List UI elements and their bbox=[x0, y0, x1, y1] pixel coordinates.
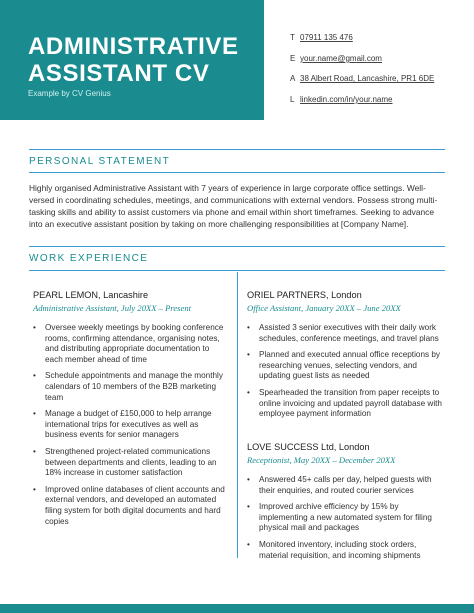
statement-top-rule bbox=[29, 149, 445, 150]
job-bullets bbox=[33, 323, 229, 527]
bullet-icon: • bbox=[33, 484, 36, 494]
list-item: • Improved archive efficiency by 15% by implementing a new automated system for filing physical mail and packages bbox=[247, 502, 432, 533]
personal-statement-heading: PERSONAL STATEMENT bbox=[29, 156, 171, 167]
bullet-icon: • bbox=[247, 323, 250, 332]
phone-letter: T bbox=[290, 33, 295, 42]
list-item: • Planned and executed annual office receptions by researching venues, selecting vendors, and updating guest lists as needed bbox=[247, 350, 441, 381]
bullet-icon: • bbox=[33, 323, 36, 332]
cv-title-line-1: ADMINISTRATIVE bbox=[28, 33, 239, 60]
contact-phone[interactable] bbox=[290, 33, 353, 42]
bullet-icon: • bbox=[247, 350, 250, 360]
personal-statement-text: Highly organised Administrative Assistant with 7 years of experience in large corporate office settings. Well-versed in coordinating schedules, meetings, and communications with external vendors. Possess strong multi-tasking skills and ability to assist customers via phone and email within short timeframes. Seeking to advance into an executive assistant position by taking on more challenging responsibilities at [Company Name]. bbox=[29, 183, 438, 229]
contact-linkedin[interactable] bbox=[290, 95, 393, 104]
job-role-dates: Office Assistant, January 20XX – June 20XX bbox=[247, 303, 401, 313]
cv-title-line-2: ASSISTANT CV bbox=[28, 60, 210, 87]
list-item: • Monitored inventory, including stock orders, material requisition, and incoming shipments bbox=[247, 539, 421, 560]
work-experience-heading: WORK EXPERIENCE bbox=[29, 253, 149, 264]
address-letter: A bbox=[290, 74, 296, 83]
job-bullets bbox=[247, 475, 443, 561]
contact-email[interactable] bbox=[290, 54, 382, 63]
bullet-icon: • bbox=[33, 446, 36, 456]
list-item: • Oversee weekly meetings by booking conference rooms, confirming attendance, organising notes, and distributing appropriate documentation to each member ahead of time bbox=[33, 323, 224, 364]
list-item: • Spearheaded the transition from paper receipts to online invoicing and updated payroll database with employee payment information bbox=[247, 387, 442, 419]
bullet-icon: • bbox=[247, 539, 250, 549]
contact-address bbox=[290, 74, 434, 83]
list-item: • Manage a budget of £150,000 to help arrange international trips for executives as well as business events for senior managers bbox=[33, 409, 212, 440]
list-item: • Improved online databases of client accounts and external vendors, and developed an automated filing system for both digital documents and hard copies bbox=[33, 484, 225, 526]
cv-subtitle: Example by CV Genius bbox=[28, 89, 111, 98]
job-title: ORIEL PARTNERS, London bbox=[247, 290, 362, 300]
job-love-success bbox=[247, 441, 443, 567]
linkedin-value: linkedin.com/in/your.name bbox=[300, 95, 393, 104]
phone-value: 07911 135 476 bbox=[300, 33, 353, 42]
header-banner bbox=[0, 0, 264, 120]
job-title: PEARL LEMON, Lancashire bbox=[33, 290, 149, 300]
bullet-icon: • bbox=[247, 475, 250, 484]
list-item: • Strengthened project-related communications between departments and clients, leading to an 18% increase in customer satisfaction bbox=[33, 446, 217, 478]
email-letter: E bbox=[290, 54, 296, 63]
bullet-icon: • bbox=[33, 409, 36, 419]
address-value: 38 Albert Road, Lancashire, PR1 6DE bbox=[300, 74, 435, 83]
job-oriel-partners bbox=[247, 289, 443, 426]
list-item: • Schedule appointments and manage the monthly calendars of 10 members of the B2B marketing team bbox=[33, 371, 223, 402]
list-item: • Assisted 3 senior executives with their daily work schedules, conference meetings, and travel plans bbox=[247, 323, 439, 343]
column-divider bbox=[237, 272, 238, 558]
job-title: LOVE SUCCESS Ltd, London bbox=[247, 442, 370, 452]
job-role-dates: Receptionist, May 20XX – December 20XX bbox=[247, 455, 396, 465]
job-role-dates: Administrative Assistant, July 20XX – Present bbox=[33, 303, 192, 313]
email-value: your.name@gmail.com bbox=[300, 54, 382, 63]
experience-top-rule bbox=[29, 246, 445, 247]
footer-bar bbox=[0, 604, 474, 613]
bullet-icon: • bbox=[247, 502, 250, 512]
linkedin-letter: L bbox=[290, 95, 295, 104]
job-pearl-lemon bbox=[33, 289, 229, 533]
list-item: • Answered 45+ calls per day, helped guests with their enquiries, and routed courier services bbox=[247, 475, 432, 495]
bullet-icon: • bbox=[33, 371, 36, 381]
bullet-icon: • bbox=[247, 387, 250, 397]
statement-heading-rule bbox=[29, 172, 445, 173]
experience-heading-rule bbox=[29, 270, 445, 271]
job-bullets bbox=[247, 323, 443, 420]
